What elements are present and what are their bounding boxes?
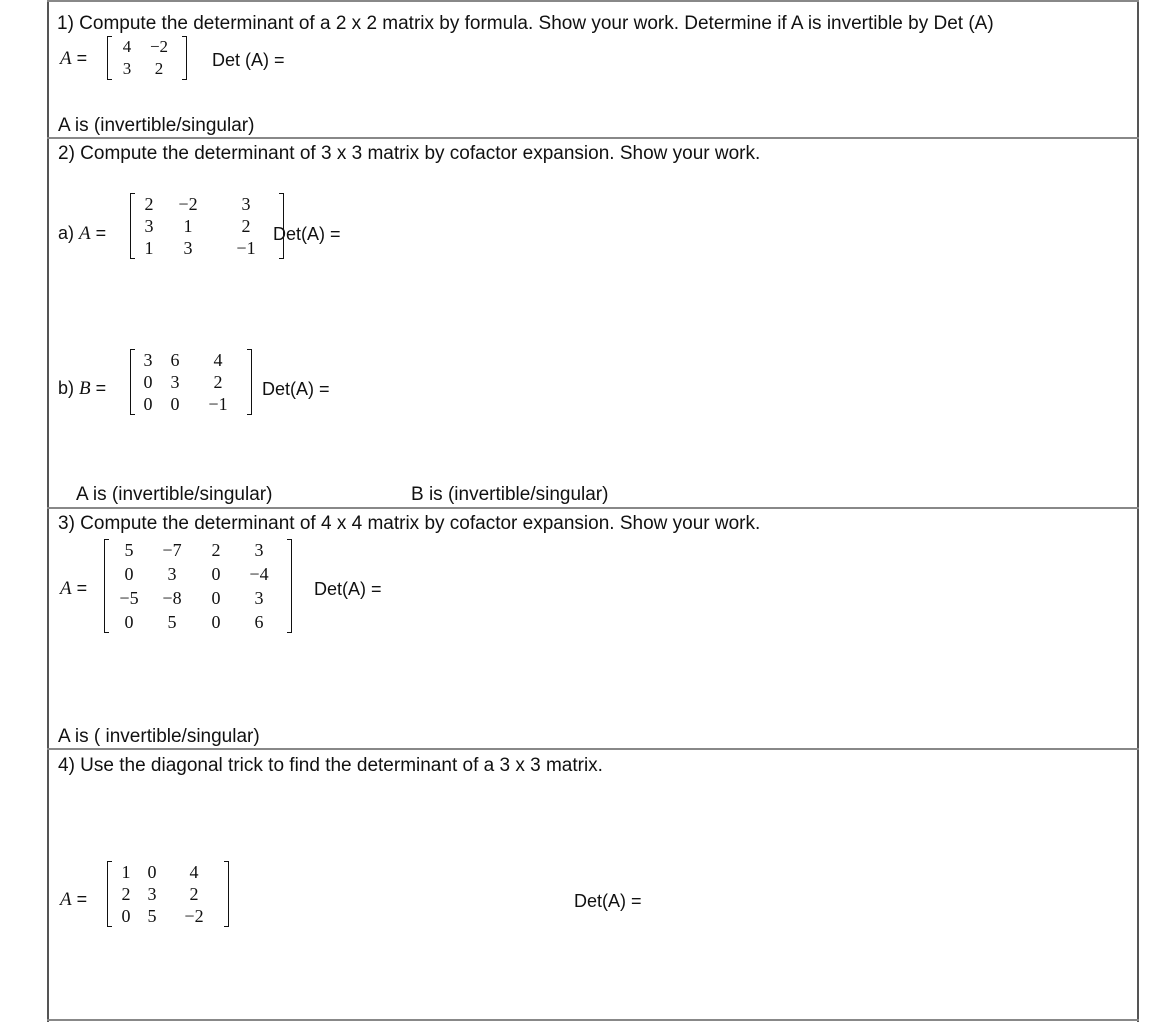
matrix-entry: 3 [183,238,193,258]
matrix-entry: 2 [144,194,154,214]
matrix-entry: 2 [189,884,199,904]
matrix-entry: 0 [211,588,221,608]
matrix-entry: −8 [162,588,182,608]
matrix-entry: 3 [147,884,157,904]
matrix-entry: 3 [122,59,132,78]
q3-matrix-label: A = [60,578,88,599]
q2a-matrix [130,193,284,259]
matrix-entry: 3 [254,540,264,560]
matrix-entry: 2 [241,216,251,236]
q3-matrix-grid [109,539,287,633]
matrix-entry: 0 [124,612,134,632]
q1-heading: 1) Compute the determinant of a 2 x 2 matrix by formula. Show your work. Determine if A is invertible by Det (A) [57,13,994,34]
q2a-matrix-grid [135,193,279,259]
q2a-det-label: Det(A) = [273,224,341,244]
matrix-entry: −2 [184,906,204,926]
matrix-entry: 3 [143,350,153,370]
q2a-matrix-label: a) A = [58,223,107,244]
q2-invertible-b: B is (invertible/singular) [411,484,609,505]
matrix-entry: 3 [254,588,264,608]
q4-det-label: Det(A) = [574,891,642,911]
matrix-entry: 2 [211,540,221,560]
matrix-entry: 4 [189,862,199,882]
divider-bottom [47,1019,1139,1021]
matrix-entry: 6 [254,612,264,632]
q2-invertible-a: A is (invertible/singular) [76,484,273,505]
q4-matrix-grid [112,861,224,927]
q3-heading: 3) Compute the determinant of 4 x 4 matrix by cofactor expansion. Show your work. [58,513,761,534]
matrix-entry: 5 [167,612,177,632]
matrix-entry: 4 [213,350,223,370]
matrix-entry: 3 [170,372,180,392]
matrix-entry: −2 [149,37,169,56]
matrix-entry: 1 [144,238,154,258]
matrix-entry: 1 [121,862,131,882]
matrix-entry: 0 [143,372,153,392]
divider-q2-q3 [47,507,1139,509]
q2b-matrix-grid [135,349,247,415]
matrix-entry: −5 [119,588,139,608]
matrix-entry: 0 [211,564,221,584]
q2-heading: 2) Compute the determinant of 3 x 3 matrix by cofactor expansion. Show your work. [58,143,761,164]
q1-matrix [107,36,187,80]
q1-invertible-prompt: A is (invertible/singular) [58,115,255,136]
matrix-entry: 0 [143,394,153,414]
matrix-entry: −2 [178,194,198,214]
matrix-entry: 3 [167,564,177,584]
q4-heading: 4) Use the diagonal trick to find the determinant of a 3 x 3 matrix. [58,755,603,776]
matrix-entry: 0 [124,564,134,584]
q3-matrix [104,539,292,633]
matrix-entry: −7 [162,540,182,560]
divider-top [47,0,1139,2]
matrix-entry: 2 [154,59,164,78]
q1-matrix-label: A = [60,48,88,69]
matrix-entry: −1 [236,238,256,258]
matrix-entry: 2 [121,884,131,904]
q4-matrix [107,861,229,927]
matrix-entry: 0 [121,906,131,926]
matrix-entry: −1 [208,394,228,414]
q1-det-label: Det (A) = [212,50,285,70]
q2b-det-label: Det(A) = [262,379,330,399]
q2b-matrix [130,349,252,415]
q4-matrix-label: A = [60,889,88,910]
q3-invertible-prompt: A is ( invertible/singular) [58,726,260,747]
matrix-entry: 0 [147,862,157,882]
matrix-entry: 0 [170,394,180,414]
q3-det-label: Det(A) = [314,579,382,599]
matrix-entry: 3 [144,216,154,236]
q1-matrix-grid [112,36,182,80]
matrix-entry: 4 [122,37,132,56]
matrix-entry: 5 [147,906,157,926]
matrix-entry: 3 [241,194,251,214]
matrix-entry: −4 [249,564,269,584]
matrix-entry: 1 [183,216,193,236]
matrix-entry: 6 [170,350,180,370]
matrix-entry: 2 [213,372,223,392]
q2b-matrix-label: b) B = [58,378,107,399]
matrix-entry: 0 [211,612,221,632]
matrix-entry: 5 [124,540,134,560]
